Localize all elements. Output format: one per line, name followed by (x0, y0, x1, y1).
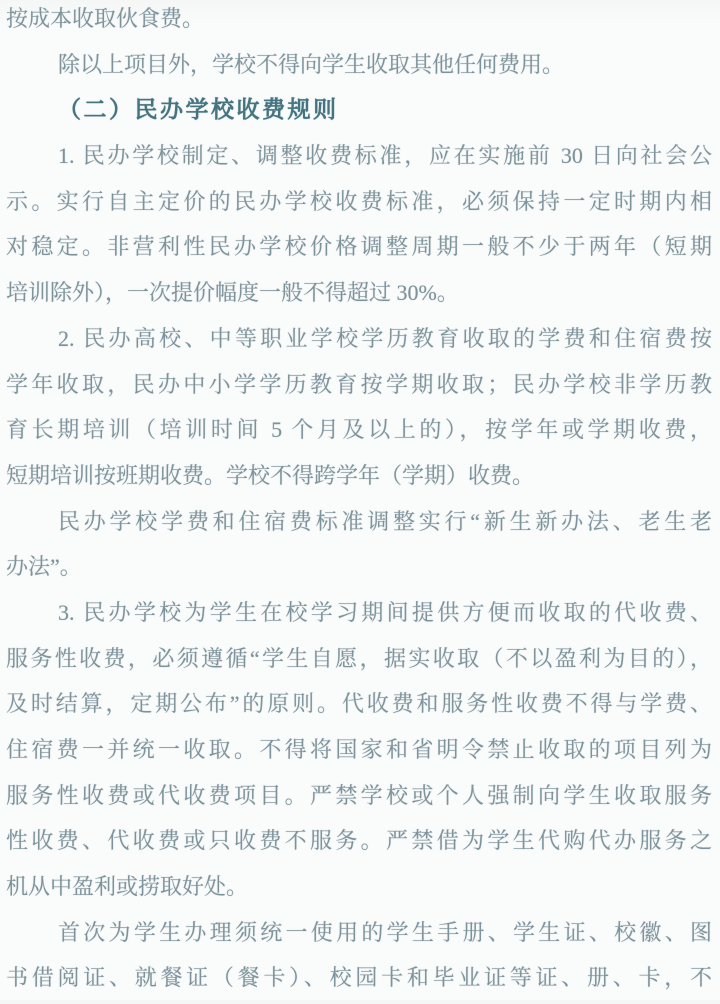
text-line: 民办学校学费和住宿费标准调整实行“新生新办法、老生老 (58, 508, 712, 534)
text-line: 及时结算，定期公布”的原则。代收费和服务性收费不得与学费、 (6, 691, 712, 717)
text-line: 书借阅证、就餐证（餐卡）、校园卡和毕业证等证、册、卡，不 (6, 965, 712, 991)
text-line: 服务性收费，必须遵循“学生自愿，据实收取（不以盈利为目的）， (6, 645, 712, 671)
text-line: 办法”。 (6, 554, 82, 580)
text-line: 短期培训按班期收费。学校不得跨学年（学期）收费。 (6, 462, 535, 488)
text-line: 2. 民办高校、中等职业学校学历教育收取的学费和住宿费按 (58, 325, 712, 351)
text-line: 3. 民办学校为学生在校学习期间提供方便而收取的代收费、 (58, 599, 712, 625)
text-line: 性收费、代收费或只收费不服务。严禁借为学生代购代办服务之 (6, 828, 712, 854)
text-line: 住宿费一并统一收取。不得将国家和省明令禁止收取的项目列为 (6, 737, 712, 762)
text-line: 示。实行自主定价的民办学校收费标准，必须保持一定时期内相 (6, 188, 712, 214)
text-line: 机从中盈利或捞取好处。 (6, 874, 249, 900)
text-line: 培训除外），一次提价幅度一般不得超过 30%。 (6, 280, 459, 306)
section-heading: （二）民办学校收费规则 (58, 97, 339, 123)
text-line: 对稳定。非营利性民办学校价格调整周期一般不少于两年（短期 (6, 234, 712, 260)
text-content (6, 0, 712, 1001)
text-line: 1. 民办学校制定、调整收费标准，应在实施前 30 日向社会公 (58, 143, 712, 169)
text-line: 学年收取，民办中小学学历教育按学期收取；民办学校非学历教 (6, 371, 712, 397)
text-line: 除以上项目外，学校不得向学生收取其他任何费用。 (58, 51, 565, 77)
text-line: 按成本收取伙食费。 (6, 6, 205, 31)
text-line: 首次为学生办理须统一使用的学生手册、学生证、校徽、图 (58, 919, 712, 945)
text-line: 服务性收费或代收费项目。严禁学校或个人强制向学生收取服务 (6, 782, 712, 808)
text-line: 育长期培训（培训时间 5 个月及以上的），按学年或学期收费， (6, 417, 712, 443)
